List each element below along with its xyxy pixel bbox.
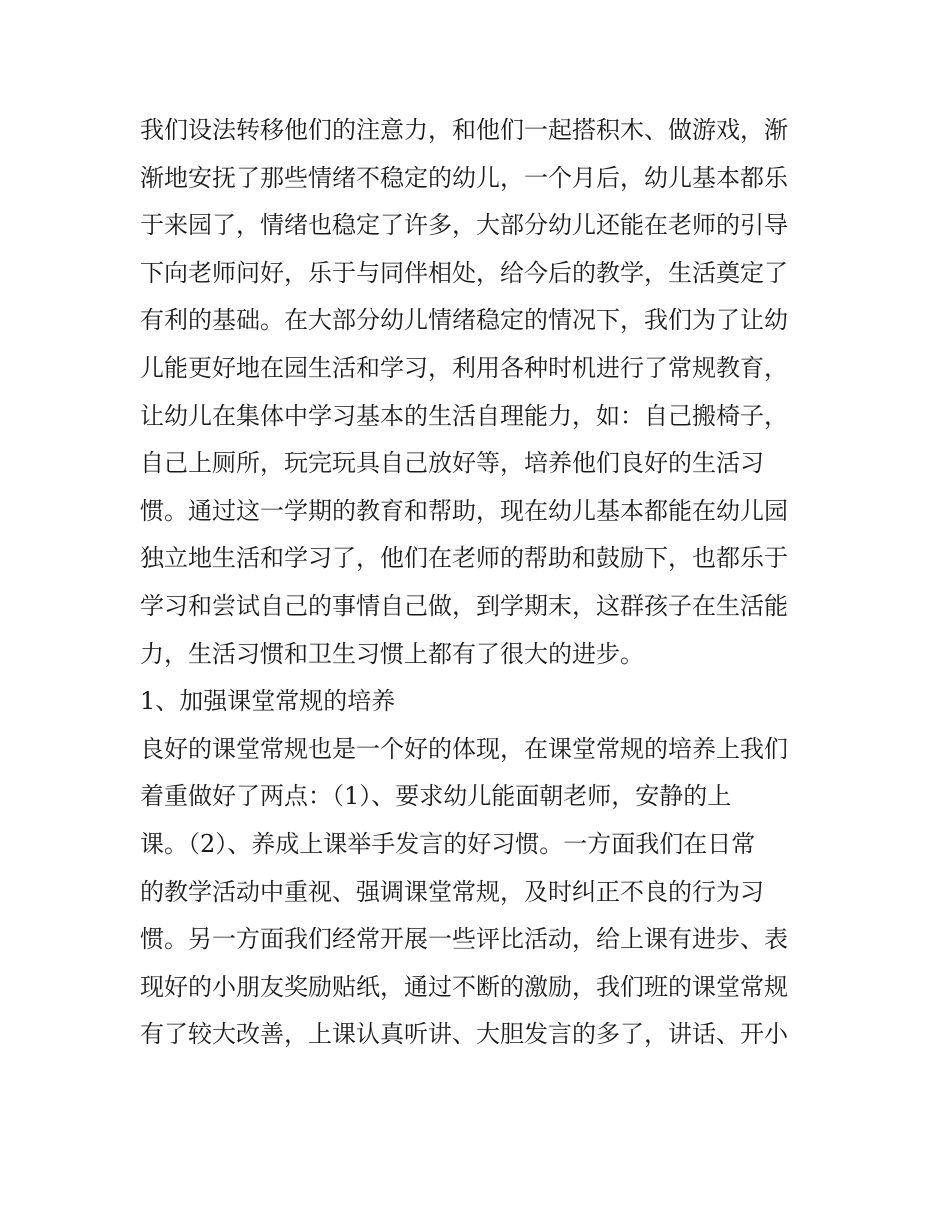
section-heading: 1、加强课堂常规的培养: [140, 687, 396, 716]
text-line: 独立地生活和学习了，他们在老师的帮助和鼓励下，也都乐于: [140, 544, 788, 573]
text-line: 于来园了，情绪也稳定了许多，大部分幼儿还能在老师的引导: [140, 211, 788, 240]
text-line: 力，生活习惯和卫生习惯上都有了很大的进步。: [140, 639, 644, 668]
text-line: 让幼儿在集体中学习基本的生活自理能力，如：自己搬椅子，: [140, 401, 788, 430]
text-line: 惯。另一方面我们经常开展一些评比活动，给上课有进步、表: [140, 925, 788, 954]
text-line: 良好的课堂常规也是一个好的体现，在课堂常规的培养上我们: [140, 734, 788, 763]
text-line: 渐地安抚了那些情绪不稳定的幼儿，一个月后，幼儿基本都乐: [140, 163, 788, 192]
text-line: 惯。通过这一学期的教育和帮助，现在幼儿基本都能在幼儿园: [140, 496, 788, 525]
text-line: 学习和尝试自己的事情自己做，到学期末，这群孩子在生活能: [140, 591, 788, 620]
text-line: 现好的小朋友奖励贴纸，通过不断的激励，我们班的课堂常规: [140, 972, 788, 1001]
text-line: 有了较大改善，上课认真听讲、大胆发言的多了，讲话、开小: [140, 1020, 788, 1049]
text-line: 自己上厕所，玩完玩具自己放好等，培养他们良好的生活习: [140, 449, 764, 478]
text-line: 儿能更好地在园生活和学习，利用各种时机进行了常规教育，: [140, 353, 788, 382]
text-line: 下向老师问好，乐于与同伴相处，给今后的教学，生活奠定了: [140, 258, 788, 287]
text-line: 我们设法转移他们的注意力，和他们一起搭积木、做游戏，渐: [140, 116, 788, 144]
text-line: 的教学活动中重视、强调课堂常规，及时纠正不良的行为习: [140, 877, 764, 906]
text-line: 有利的基础。在大部分幼儿情绪稳定的情况下，我们为了让幼: [140, 306, 788, 335]
text-line: 课。（2）、养成上课举手发言的好习惯。一方面我们在日常: [140, 829, 756, 858]
text-line: 着重做好了两点：（1）、要求幼儿能面朝老师，安静的上: [140, 782, 732, 811]
document-body: [140, 107, 820, 1059]
